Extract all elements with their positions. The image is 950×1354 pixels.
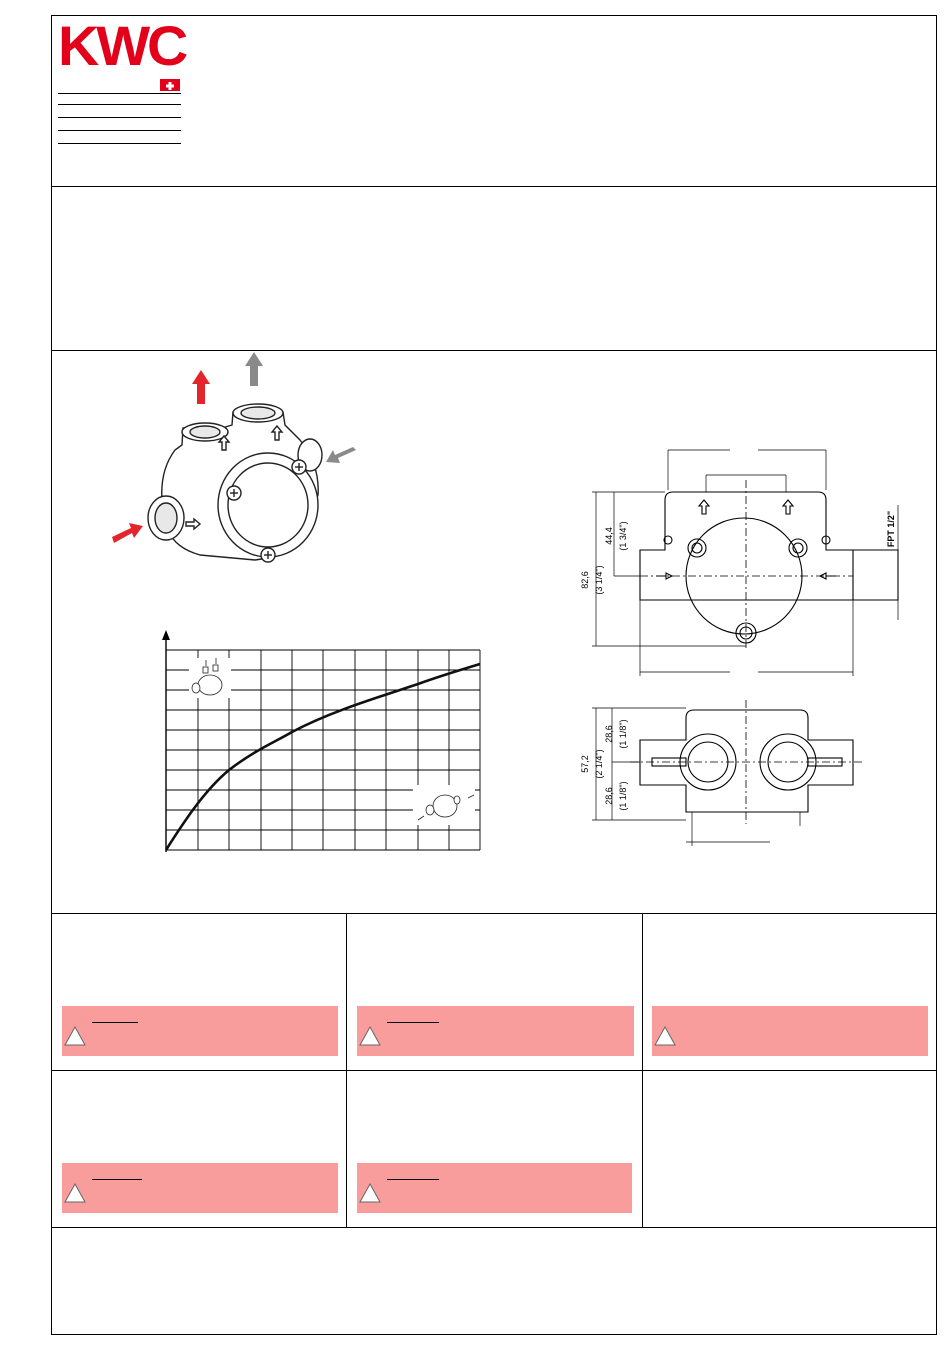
- outlet-arrow-grey: [245, 352, 263, 386]
- warning-triangle-icon: [359, 1183, 381, 1203]
- warning-triangle-icon: [64, 1026, 86, 1046]
- flow-chart: [162, 630, 480, 852]
- warning-underline: [387, 1179, 439, 1180]
- warning-underline: [92, 1022, 138, 1023]
- warning-box: [652, 1006, 928, 1056]
- dim-height-total: 82,6: [580, 571, 590, 589]
- warning-box: [62, 1163, 338, 1213]
- inlet-arrow-red: [112, 523, 143, 543]
- warning-triangle-icon: [359, 1026, 381, 1046]
- inlet-arrow-grey: [326, 447, 356, 463]
- dim-height-total-in: (3 1/4"): [594, 565, 604, 595]
- dim-depth-back: 28,6: [604, 725, 614, 743]
- dim-depth-total: 57,2: [580, 755, 590, 773]
- warning-box: [62, 1006, 338, 1056]
- dim-depth-front: 28,6: [604, 787, 614, 805]
- technical-drawing-top: [592, 700, 862, 846]
- dim-depth-back-in: (1 1/8"): [618, 719, 628, 749]
- dim-depth-total-in: (2 1/4"): [594, 749, 604, 779]
- warning-triangle-icon: [64, 1183, 86, 1203]
- dim-height-upper-in: (1 3/4"): [618, 521, 628, 551]
- warning-underline: [92, 1179, 142, 1180]
- technical-drawing-front: [592, 450, 898, 676]
- dim-height-upper: 44,4: [604, 527, 614, 545]
- warning-underline: [387, 1022, 439, 1023]
- warning-triangle-icon: [654, 1026, 676, 1046]
- outlet-arrow-red: [192, 370, 210, 404]
- kwc-logo-text: KWC: [58, 14, 186, 77]
- y-axis-arrowhead: [162, 630, 170, 640]
- warning-box: [357, 1163, 632, 1213]
- valve-body-illustration: [148, 404, 322, 562]
- thread-label: FPT 1/2": [886, 510, 896, 548]
- warning-box: [357, 1006, 634, 1056]
- dim-depth-front-in: (1 1/8"): [618, 781, 628, 811]
